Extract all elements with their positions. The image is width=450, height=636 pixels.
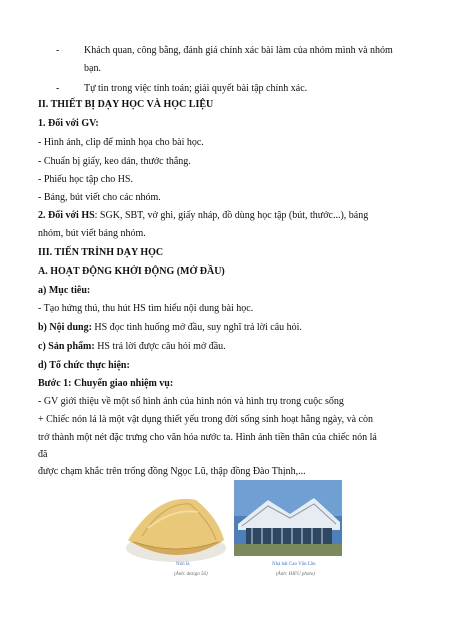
- bullet-dash: -: [56, 45, 60, 56]
- objective-1: Khách quan, công bằng, đánh giá chính xác bài làm của nhóm mình và nhóm: [84, 45, 393, 56]
- hs-paragraph-cont: nhóm, bút viết bảng nhóm.: [38, 228, 146, 239]
- gv-item: - Hình ảnh, clip để minh họa cho bài học.: [38, 137, 204, 148]
- hat-paragraph-line3: đã: [38, 449, 48, 460]
- gv-item: - Chuẩn bị giấy, keo dán, thước thẳng.: [38, 156, 191, 167]
- theater-building-illustration: [234, 480, 342, 556]
- section-title-equipment: II. THIẾT BỊ DẠY HỌC VÀ HỌC LIỆU: [38, 99, 214, 110]
- caption-right-title: Nhà hát Cao Văn Lầu: [272, 562, 316, 567]
- goal-text: - Tạo hứng thú, thu hút HS tìm hiểu nội dung bài học.: [38, 303, 254, 314]
- gv-heading: 1. Đối với GV:: [38, 118, 99, 129]
- product-text: HS trả lời được câu hỏi mở đầu.: [94, 341, 226, 352]
- content-paragraph: [38, 319, 302, 337]
- hat-paragraph-line1: + Chiếc nón lá là một vật dụng thiết yếu trong đời sống sinh hoạt hằng ngày, và còn: [38, 414, 373, 425]
- content-text: HS đọc tình huống mở đầu, suy nghĩ trả lời câu hỏi.: [91, 322, 302, 333]
- activity-title: A. HOẠT ĐỘNG KHỞI ĐỘNG (MỞ ĐẦU): [38, 266, 225, 277]
- product-paragraph: [38, 338, 226, 356]
- objective-1-cont: bạn.: [84, 63, 101, 74]
- step1-heading: Bước 1: Chuyển giao nhiệm vụ:: [38, 378, 174, 389]
- gv-item: - Phiếu học tập cho HS.: [38, 174, 133, 185]
- caption-left-credit: (Ảnh: dezign 56): [174, 572, 208, 577]
- caption-left-title: Nón lá: [176, 562, 190, 567]
- hs-label: 2. Đối với HS: [38, 210, 95, 221]
- caption-left: [176, 562, 208, 578]
- organize-heading: d) Tổ chức thực hiện:: [38, 360, 130, 371]
- bullet-dash: -: [56, 83, 60, 94]
- hat-paragraph-line2: trở thành một nét đặc trưng cho văn hóa nước ta. Hình ảnh tiền thân của chiếc nón lá: [38, 432, 377, 443]
- objective-2: Tự tin trong việc tính toán; giải quyết bài tập chính xác.: [84, 83, 308, 94]
- caption-right-credit: (Ảnh: HIFU photo): [276, 572, 315, 577]
- conical-hat-illustration: [126, 499, 226, 562]
- hat-paragraph-line4: được chạm khắc trên trống đồng Ngọc Lũ, thập đồng Đào Thịnh,...: [38, 466, 306, 477]
- section-title-process: III. TIẾN TRÌNH DẠY HỌC: [38, 247, 164, 258]
- illustration-figure: [118, 478, 344, 578]
- gv-item: - Bảng, bút viết cho các nhóm.: [38, 192, 161, 203]
- caption-right: [272, 562, 316, 578]
- product-label: c) Sản phẩm:: [38, 341, 95, 352]
- intro-paragraph: - GV giới thiệu về một số hình ảnh của hình nón và hình trụ trong cuộc sống: [38, 396, 344, 407]
- goal-heading: a) Mục tiêu:: [38, 285, 91, 296]
- hs-text: : SGK, SBT, vở ghi, giấy nháp, đồ dùng học tập (bút, thước...), bảng: [94, 210, 369, 221]
- content-label: b) Nội dung:: [38, 322, 92, 333]
- hs-paragraph: [38, 207, 368, 225]
